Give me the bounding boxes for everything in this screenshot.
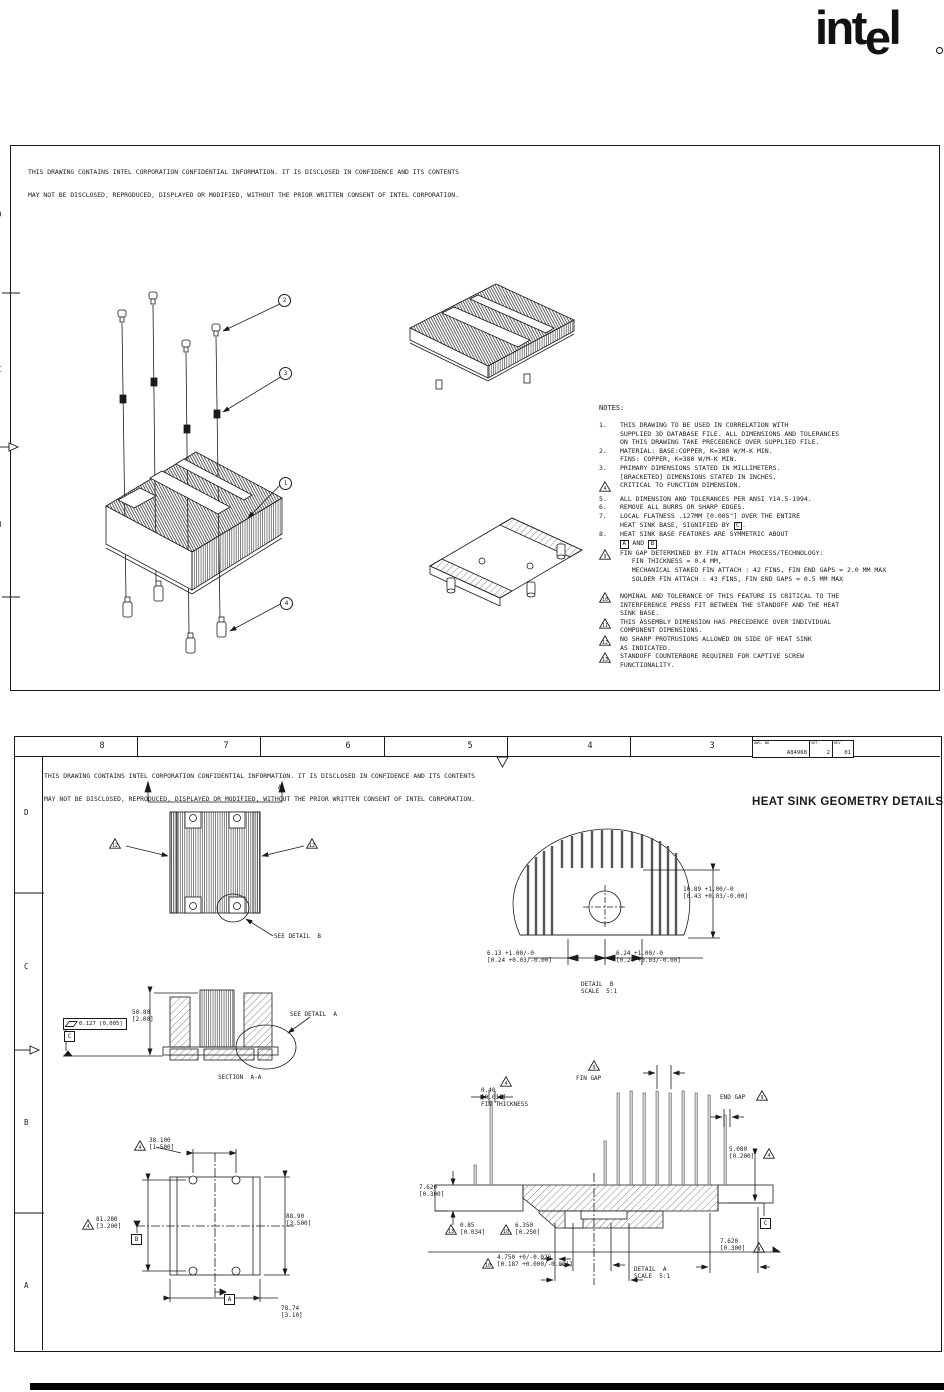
triangle-flag-icon	[109, 838, 121, 849]
see-detail-b-label: SEE DETAIL B	[274, 933, 321, 940]
dim-label: 0.85 [0.034]	[460, 1222, 486, 1236]
flag-note	[753, 1242, 765, 1256]
rev-value: 01	[844, 750, 851, 756]
svg-text:4: 4	[138, 1145, 142, 1151]
note-text: STANDOFF COUNTERBORE REQUIRED FOR CAPTIVE SCREW FUNCTIONALITY.	[620, 652, 804, 669]
note-text: FIN GAP DETERMINED BY FIN ATTACH PROCESS/TECHNOLOGY: FIN THICKNESS = 0.4 MM, MECHANICAL STAKED FIN ATTACH : 42 FINS, FIN END GAPS = 2.0 MM MAX SOLDER FIN ATTACH : 43 FINS, FIN END GAPS = 0.5 MM MAX	[620, 548, 887, 583]
note-text: HEAT SINK BASE FEATURES ARE SYMMETRIC ABOUT A AND B	[620, 530, 789, 547]
zone-tick	[137, 737, 138, 756]
dim-label: 38.100 [1.500]	[149, 1137, 175, 1151]
note-text: REMOVE ALL BURRS OR SHARP EDGES.	[620, 503, 746, 512]
triangle-flag-icon	[82, 1219, 94, 1230]
margin-letter	[1, 365, 6, 374]
section-arrow-label: A	[146, 784, 150, 791]
dim-label: 5.080 [0.200]	[729, 1146, 755, 1160]
datum-box: C	[64, 1031, 75, 1042]
margin-letter: C	[24, 962, 29, 971]
zone-tick	[384, 737, 385, 756]
triangle-flag-icon	[756, 1090, 768, 1101]
zone-tick	[752, 737, 753, 756]
margin-letter: B	[24, 1118, 29, 1127]
zone-tick	[260, 737, 261, 756]
zone-number: 7	[223, 741, 229, 751]
zone-number: 5	[467, 741, 473, 751]
triangle-flag-icon	[500, 1224, 512, 1235]
detail-caption: DETAIL B SCALE 5:1	[581, 981, 618, 995]
datum-box: A	[224, 1294, 235, 1305]
zone-tick	[630, 737, 631, 756]
detail-a-view	[413, 1053, 798, 1288]
balloon-callout-4: 4	[280, 597, 293, 610]
note-text: PRIMARY DIMENSIONS STATED IN MILLIMETERS. [BRACKETED] DIMENSIONS STATED IN INCHES.	[620, 463, 781, 481]
dim-label: 10.89 +1.00/-0 [0.43 +0.03/-0.00]	[683, 886, 749, 900]
balloon-callout-1: 1	[279, 477, 292, 490]
margin-letter: D	[24, 808, 29, 817]
svg-text:12: 12	[601, 640, 609, 647]
svg-text:10: 10	[484, 1263, 492, 1269]
balloon-callout-3: 3	[279, 367, 292, 380]
dim-label: END GAP	[720, 1094, 746, 1101]
sheet-label: SHT.	[811, 741, 820, 745]
dim-label: FIN GAP	[576, 1075, 602, 1082]
see-detail-a-label: SEE DETAIL A	[290, 1011, 337, 1018]
svg-text:12: 12	[111, 843, 119, 849]
heatsink-top-view	[98, 778, 333, 948]
flatness-symbol-icon	[65, 1021, 78, 1027]
section-arrow-label: A	[278, 784, 282, 791]
margin-letter	[1, 520, 6, 529]
zone-tick	[507, 737, 508, 756]
note-marker: 6.	[599, 503, 607, 512]
zone-number: 6	[345, 741, 351, 751]
triangle-flag-icon	[500, 1076, 512, 1087]
dwg-no-value: A84968	[786, 750, 807, 756]
note-text: THIS DRAWING TO BE USED IN CORRELATION WITH SUPPLIED 3D DATABASE FILE. ALL DIMENSIONS AND TOLERANCES ON THIS DRAWING TAKE PRECEDENCE OVER SUPPLIED FILE.	[620, 421, 840, 447]
svg-text:4: 4	[603, 486, 607, 493]
note-text: LOCAL FLATNESS .127MM [0.005"] OVER THE ENTIRE HEAT SINK BASE, SIGNIFIED BY C .	[620, 511, 801, 529]
dim-label: 6.24 +1.00/-0 [0.24 +0.03/-0.00]	[616, 950, 682, 964]
triangle-flag-icon	[763, 1148, 775, 1159]
zone-number: 3	[709, 741, 715, 751]
confidential-notice-bottom: THIS DRAWING CONTAINS INTEL CORPORATION CONFIDENTIAL INFORMATION. IT IS DISCLOSED IN CONFIDENCE AND ITS CONTENTS MAY NOT BE DISCLOSED, REPRODUCED, DISPLAYED OR MODIFIED, WITHOUT THE PRIOR WRITTEN CONSENT OF INTEL CORPORATION.	[44, 772, 475, 803]
dim-label: 0.40 [0.016] FIN THICKNESS	[481, 1087, 528, 1108]
flag-note	[134, 1140, 146, 1154]
flatness-value: 0.127 [0.005]	[79, 1021, 123, 1027]
dim-label: 7.620 [0.300]	[419, 1184, 445, 1198]
svg-text:9: 9	[592, 1065, 596, 1071]
svg-text:10: 10	[502, 1229, 510, 1235]
notes-title: NOTES:	[599, 404, 625, 412]
section-a-a-view	[58, 985, 363, 1090]
note-text: MATERIAL: BASE:COPPER, K=380 W/M-K MIN. FINS: COPPER, K=380 W/M-K MIN.	[620, 446, 773, 464]
svg-text:10: 10	[601, 597, 609, 604]
svg-text:13: 13	[601, 657, 609, 664]
flag-note	[588, 1060, 600, 1074]
flag-note	[763, 1148, 775, 1162]
dim-label: 50.80 [2.00]	[132, 1009, 154, 1023]
dim-label: 6.350 [0.250]	[515, 1222, 541, 1236]
zone-number: 8	[99, 741, 105, 751]
note-marker: 3.	[599, 463, 607, 472]
svg-text:12: 12	[308, 843, 316, 849]
dim-label: 4.750 +0/-0.026 [0.187 +0.000/-0.001]	[497, 1254, 573, 1268]
svg-text:11: 11	[601, 622, 609, 629]
flag-note	[482, 1258, 494, 1272]
triangle-flag-icon	[482, 1258, 494, 1269]
datum-box: C	[760, 1218, 771, 1229]
flag-note	[109, 838, 121, 852]
note-marker: 2.	[599, 446, 607, 455]
note-marker: 5.	[599, 494, 607, 503]
triangle-flag-icon	[445, 1224, 457, 1235]
datum-box: B	[131, 1234, 142, 1245]
dwg-no-label: DWG. NO	[754, 741, 770, 745]
balloon-callout-2: 2	[278, 294, 291, 307]
dim-label: 81.280 [3.200]	[96, 1216, 122, 1230]
flatness-frame	[63, 1018, 127, 1030]
bottom-border-bar	[30, 1383, 944, 1390]
triangle-flag-icon	[588, 1060, 600, 1071]
detail-caption: DETAIL A SCALE 5:1	[634, 1266, 671, 1280]
flag-note	[756, 1090, 768, 1104]
triangle-flag-icon	[306, 838, 318, 849]
dim-label: 6.13 +1.00/-0 [0.24 +0.03/-0.00]	[487, 950, 553, 964]
detail-b-view	[488, 813, 743, 1008]
dim-label: 7.620 [0.300]	[720, 1238, 746, 1252]
flag-note	[82, 1219, 94, 1233]
note-text: ALL DIMENSION AND TOLERANCES PER ANSI Y14.5-1994.	[620, 494, 812, 503]
svg-text:4: 4	[86, 1224, 90, 1230]
triangle-flag-icon	[753, 1242, 765, 1253]
sheet-value: 2	[826, 750, 830, 756]
margin-letter	[1, 210, 6, 219]
zone-number: 4	[587, 741, 593, 751]
svg-text:4: 4	[504, 1081, 508, 1087]
note-text: CRITICAL TO FUNCTION DIMENSION.	[620, 481, 742, 490]
note-marker: 8.	[599, 530, 607, 539]
note-marker: 1.	[599, 421, 607, 429]
note-text: NOMINAL AND TOLERANCE OF THIS FEATURE IS CRITICAL TO THE INTERFERENCE PRESS FIT BETWEEN THE STANDOFF AND THE HEAT SINK BASE.	[620, 592, 840, 618]
margin-letter: A	[24, 1281, 29, 1290]
flag-note	[445, 1224, 457, 1238]
section-caption: SECTION A-A	[218, 1074, 262, 1081]
note-marker: 7.	[599, 511, 607, 520]
note-text: THIS ASSEMBLY DIMENSION HAS PRECEDENCE OVER INDIVIDUAL COMPONENT DIMENSIONS.	[620, 617, 832, 635]
page-title: HEAT SINK GEOMETRY DETAILS	[752, 796, 944, 808]
svg-text:13: 13	[447, 1229, 455, 1235]
svg-text:9: 9	[760, 1095, 764, 1101]
dim-label: 78.74 [3.10]	[281, 1305, 303, 1319]
confidential-notice-top: THIS DRAWING CONTAINS INTEL CORPORATION CONFIDENTIAL INFORMATION. IT IS DISCLOSED IN CONFIDENCE AND ITS CONTENTS MAY NOT BE DISCLOSED, REPRODUCED, DISPLAYED OR MODIFIED, WITHOUT THE PRIOR WRITTEN CONSENT OF INTEL CORPORATION.	[28, 168, 459, 199]
svg-text:9: 9	[603, 553, 607, 560]
flag-note	[500, 1224, 512, 1238]
triangle-flag-icon	[134, 1140, 146, 1151]
rev-label: REV	[834, 741, 841, 745]
dim-label: 88.90 [3.500]	[286, 1213, 312, 1227]
flag-note	[306, 838, 318, 852]
intel-logo: intel	[815, 0, 943, 62]
svg-text:4: 4	[757, 1247, 761, 1253]
svg-text:4: 4	[767, 1153, 771, 1159]
note-text: NO SHARP PROTRUSIONS ALLOWED ON SIDE OF HEAT SINK AS INDICATED.	[620, 635, 812, 652]
